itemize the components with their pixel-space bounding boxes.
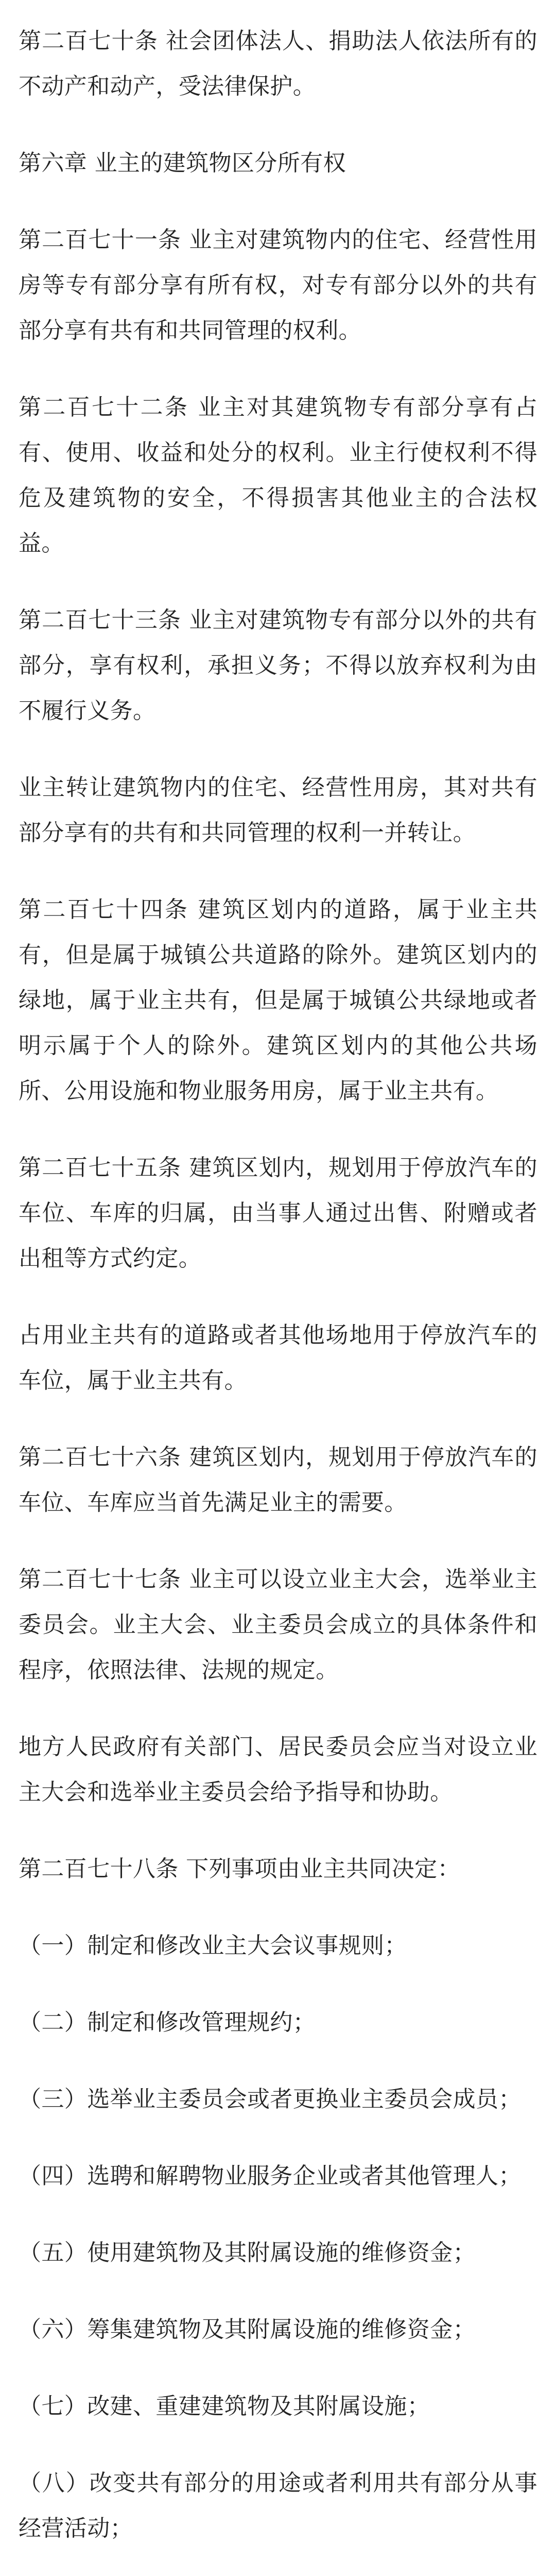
article-271: 第二百七十一条 业主对建筑物内的住宅、经营性用房等专有部分享有所有权，对专有部分以外的共有部分享有共有和共同管理的权利。 — [19, 227, 537, 344]
article-270: 第二百七十条 社会团体法人、捐助法人依法所有的不动产和动产，受法律保护。 — [19, 28, 537, 99]
article-275-para-2: 占用业主共有的道路或者其他场地用于停放汽车的车位，属于业主共有。 — [19, 1322, 537, 1394]
article-277: 第二百七十七条 业主可以设立业主大会，选举业主委员会。业主大会、业主委员会成立的具体条件和程序，依照法律、法规的规定。 — [19, 1566, 537, 1683]
article-278-item-1: （一）制定和修改业主大会议事规则； — [19, 1933, 407, 1959]
chapter-6-heading: 第六章 业主的建筑物区分所有权 — [19, 150, 346, 176]
article-276: 第二百七十六条 建筑区划内，规划用于停放汽车的车位、车库应当首先满足业主的需要。 — [19, 1444, 537, 1516]
article-274: 第二百七十四条 建筑区划内的道路，属于业主共有，但是属于城镇公共道路的除外。建筑区划内的绿地，属于业主共有，但是属于城镇公共绿地或者明示属于个人的除外。建筑区划内的其他公共场所、公用设施和物业服务用房，属于业主共有。 — [19, 896, 537, 1104]
article-275: 第二百七十五条 建筑区划内，规划用于停放汽车的车位、车库的归属，由当事人通过出售、附赠或者出租等方式约定。 — [19, 1155, 537, 1272]
article-278-item-5: （五）使用建筑物及其附属设施的维修资金； — [19, 2240, 476, 2266]
article-273: 第二百七十三条 业主对建筑物专有部分以外的共有部分，享有权利，承担义务；不得以放弃权利为由不履行义务。 — [19, 607, 537, 724]
article-273-para-2: 业主转让建筑物内的住宅、经营性用房，其对共有部分享有的共有和共同管理的权利一并转让。 — [19, 774, 537, 846]
article-278-item-3: （三）选举业主委员会或者更换业主委员会成员； — [19, 2086, 522, 2112]
article-278: 第二百七十八条 下列事项由业主共同决定： — [19, 1856, 460, 1882]
article-278-item-2: （二）制定和修改管理规约； — [19, 2009, 316, 2036]
article-272: 第二百七十二条 业主对其建筑物专有部分享有占有、使用、收益和处分的权利。业主行使权利不得危及建筑物的安全，不得损害其他业主的合法权益。 — [19, 394, 537, 556]
article-277-para-2: 地方人民政府有关部门、居民委员会应当对设立业主大会和选举业主委员会给予指导和协助。 — [19, 1734, 537, 1805]
article-278-item-8: （八）改变共有部分的用途或者利用共有部分从事经营活动； — [19, 2470, 537, 2541]
article-278-item-7: （七）改建、重建建筑物及其附属设施； — [19, 2393, 430, 2419]
article-278-item-6: （六）筹集建筑物及其附属设施的维修资金； — [19, 2316, 476, 2343]
article-278-item-4: （四）选聘和解聘物业服务企业或者其他管理人； — [19, 2163, 522, 2189]
